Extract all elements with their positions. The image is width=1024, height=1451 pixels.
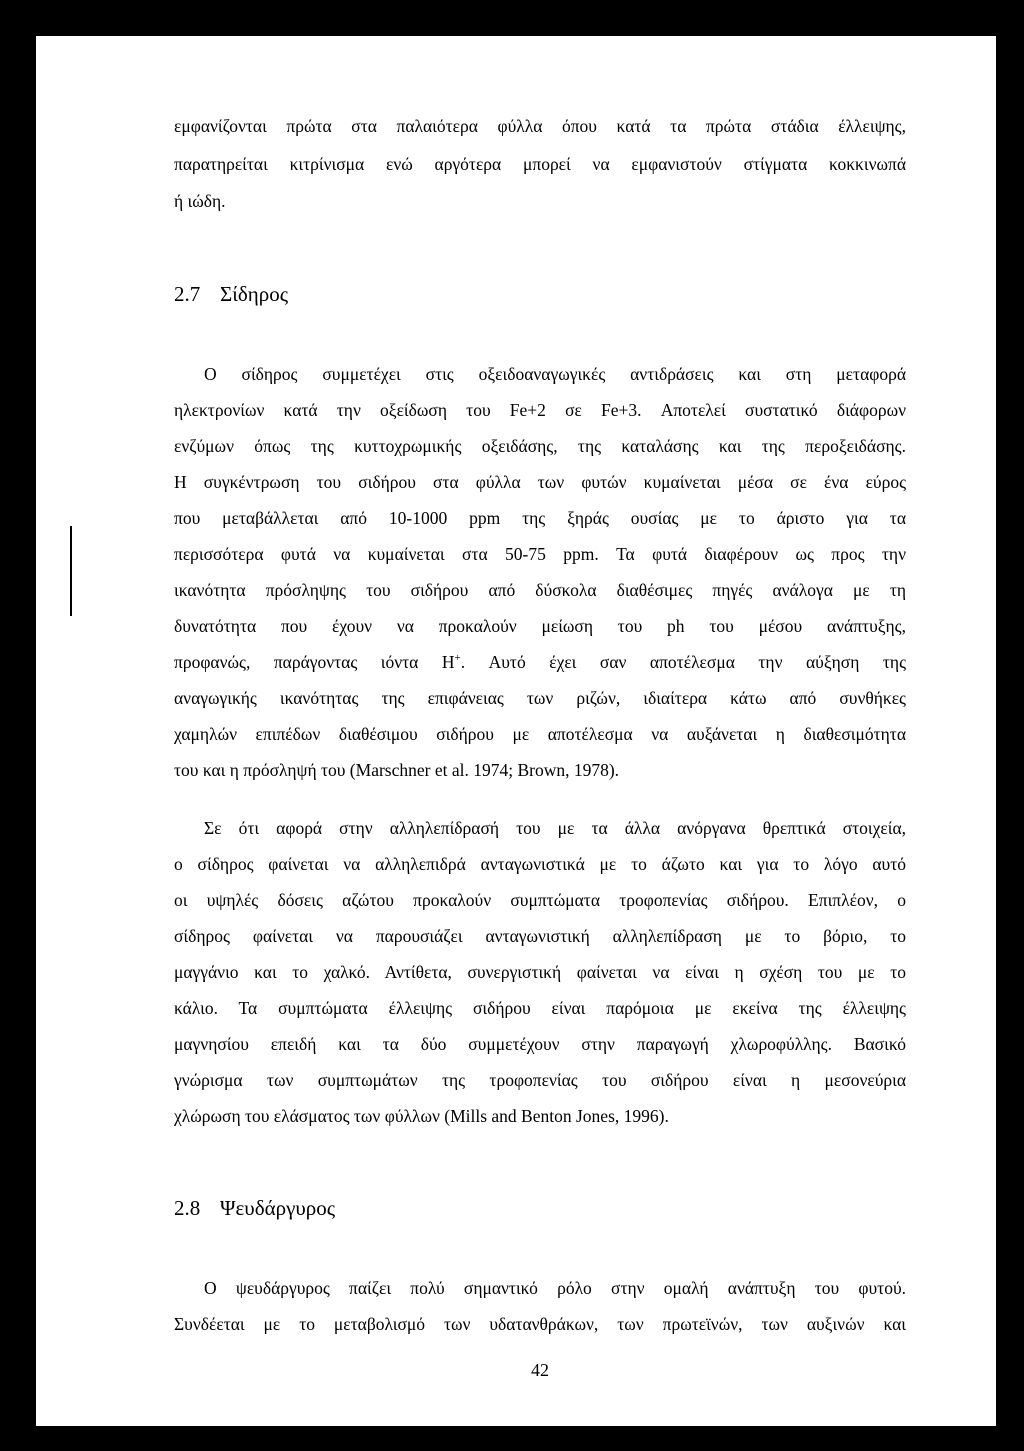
- document-page: [36, 36, 996, 1426]
- margin-mark: [70, 526, 72, 616]
- section-title: Ψευδάργυρος: [220, 1196, 336, 1220]
- iron-p2-line: Σε ότι αφορά στην αλληλεπίδρασή του με τα άλλα ανόργανα θρεπτικά στοιχεία,: [204, 818, 906, 838]
- intro-line-3: ή ιώδη.: [174, 191, 226, 211]
- iron-p2-last-line: χλώρωση του ελάσματος των φύλλων (Mills and Benton Jones, 1996).: [174, 1106, 669, 1126]
- section-title: Σίδηρος: [220, 282, 289, 306]
- iron-p2-line: οι υψηλές δόσεις αζώτου προκαλούν συμπτώματα τροφοπενίας σιδήρου. Επιπλέον, ο: [174, 890, 906, 910]
- iron-p1-line: ηλεκτρονίων κατά την οξείδωση του Fe+2 σε Fe+3. Αποτελεί συστατικό διάφορων: [174, 400, 906, 420]
- iron-p1-line: ικανότητα πρόσληψης του σιδήρου από δύσκολα διαθέσιμες πηγές ανάλογα με τη: [174, 580, 906, 600]
- iron-p1-last-line: του και η πρόσληψή του (Marschner et al. 1974; Brown, 1978).: [174, 760, 620, 780]
- page-number: 42: [531, 1360, 549, 1380]
- iron-p1-line: Ο σίδηρος συμμετέχει στις οξειδοαναγωγικές αντιδράσεις και στη μεταφορά: [204, 364, 906, 384]
- iron-p1-line: χαμηλών επιπέδων διαθέσιμου σιδήρου με αποτέλεσμα να αυξάνεται η διαθεσιμότητα: [174, 724, 906, 744]
- iron-p2-line: μαγνησίου επειδή και τα δύο συμμετέχουν στην παραγωγή χλωροφύλλης. Βασικό: [174, 1034, 906, 1054]
- section-heading-iron: [174, 280, 288, 308]
- section-heading-zinc: [174, 1194, 335, 1222]
- iron-p1-line: περισσότερα φυτά να κυμαίνεται στα 50-75 ppm. Τα φυτά διαφέρουν ως προς την: [174, 544, 906, 564]
- iron-p1-ion-line: [174, 650, 906, 674]
- iron-p2-line: ο σίδηρος φαίνεται να αλληλεπιδρά ανταγωνιστικά με το άζωτο και για το λόγο αυτό: [174, 854, 906, 874]
- iron-p1-line: Η συγκέντρωση του σιδήρου στα φύλλα των φυτών κυμαίνεται μέσα σε ένα εύρος: [174, 472, 906, 492]
- intro-line-1: εμφανίζονται πρώτα στα παλαιότερα φύλλα όπου κατά τα πρώτα στάδια έλλειψης,: [174, 116, 906, 136]
- iron-p1-line: που μεταβάλλεται από 10-1000 ppm της ξηράς ουσίας με το άριστο για τα: [174, 508, 906, 528]
- iron-p2-line: σίδηρος φαίνεται να παρουσιάζει ανταγωνιστική αλληλεπίδραση με το βόριο, το: [174, 926, 906, 946]
- section-number: 2.8: [174, 1196, 201, 1220]
- ion-text-pre: προφανώς, παράγοντας ιόντα H: [174, 652, 455, 672]
- iron-p1-line: ενζύμων όπως της κυττοχρωμικής οξειδάσης, της καταλάσης και της περοξειδάσης.: [174, 436, 906, 456]
- iron-p2-line: μαγγάνιο και το χαλκό. Αντίθετα, συνεργιστική φαίνεται να είναι η σχέση του με το: [174, 962, 906, 982]
- zinc-line: Συνδέεται με το μεταβολισμό των υδατανθράκων, των πρωτεϊνών, των αυξινών και: [174, 1314, 906, 1334]
- ion-superscript: +: [454, 652, 461, 665]
- ion-text-post: . Αυτό έχει σαν αποτέλεσμα την αύξηση της: [460, 652, 907, 672]
- zinc-line: Ο ψευδάργυρος παίζει πολύ σημαντικό ρόλο στην ομαλή ανάπτυξη του φυτού.: [204, 1278, 906, 1298]
- intro-line-2: παρατηρείται κιτρίνισμα ενώ αργότερα μπορεί να εμφανιστούν στίγματα κοκκινωπά: [174, 154, 906, 174]
- iron-p2-line: γνώρισμα των συμπτωμάτων της τροφοπενίας του σιδήρου είναι η μεσονεύρια: [174, 1070, 906, 1090]
- iron-p1-line: δυνατότητα που έχουν να προκαλούν μείωση του ph του μέσου ανάπτυξης,: [174, 616, 906, 636]
- iron-p1-line: αναγωγικής ικανότητας της επιφάνειας των ριζών, ιδιαίτερα κάτω από συνθήκες: [174, 688, 906, 708]
- iron-p2-line: κάλιο. Τα συμπτώματα έλλειψης σιδήρου είναι παρόμοια με εκείνα της έλλειψης: [174, 998, 906, 1018]
- section-number: 2.7: [174, 282, 201, 306]
